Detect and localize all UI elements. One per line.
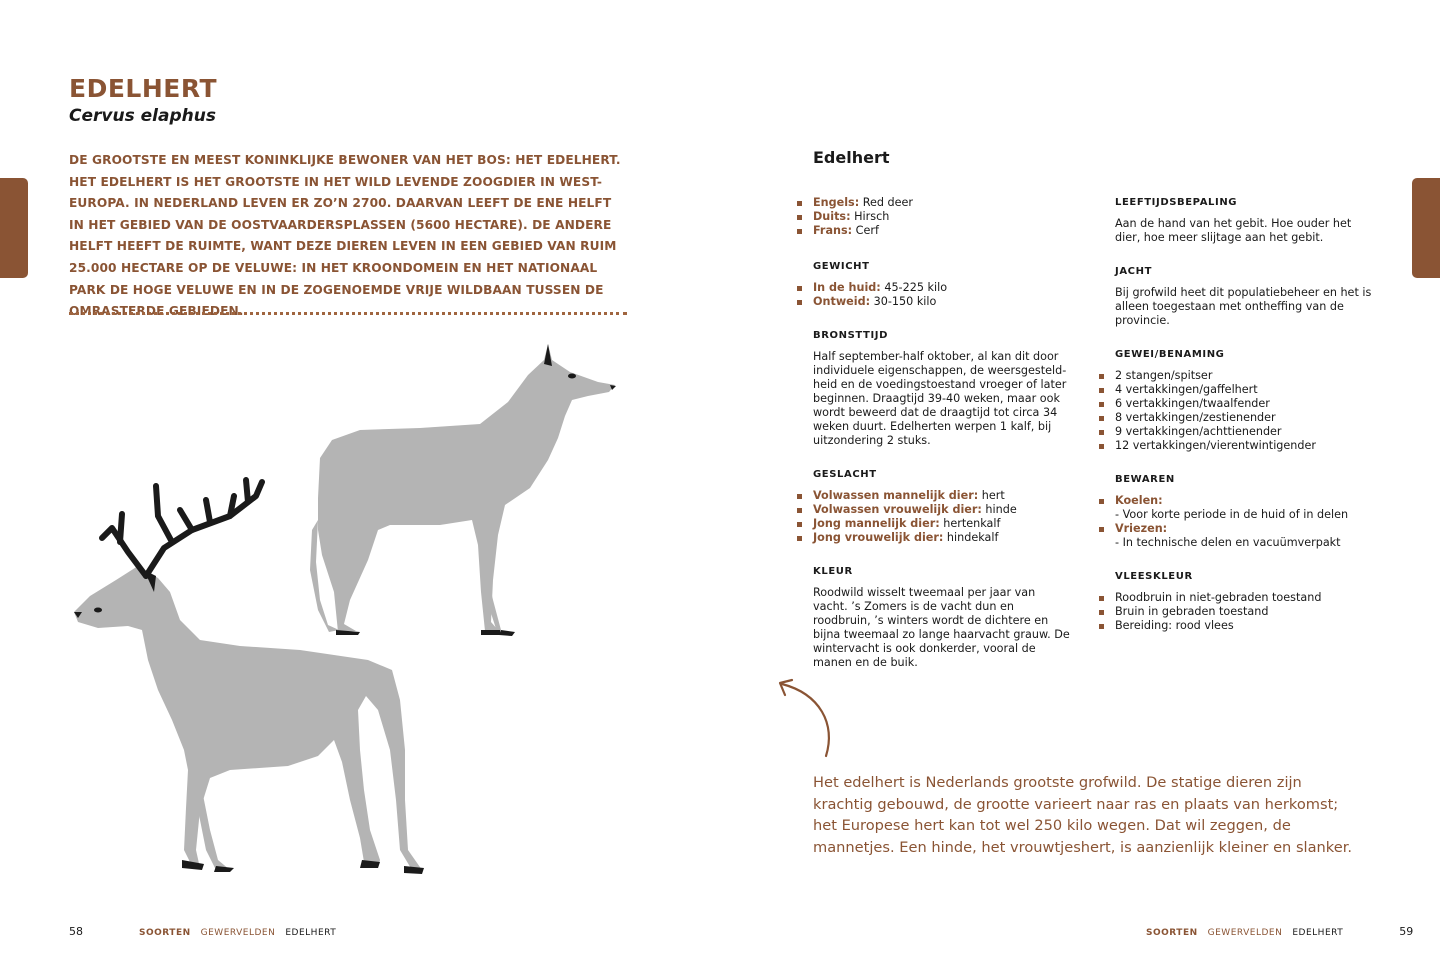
footer-category: GEWERVELDEN (200, 928, 276, 938)
chapter-tab-right (1412, 178, 1440, 278)
leeftijd-text: Aan de hand van het gebit. Hoe ouder het dier, hoe meer slijtage aan het gebit. (1115, 217, 1352, 244)
list-item: Vriezen: (1099, 522, 1379, 536)
stag-figure (74, 566, 422, 870)
list-item: 9 vertakkingen/achttienender (1099, 425, 1379, 439)
bronsttijd-text: Half september-half oktober, al kan dit door individuele eigenschappen, de weersgesteldheid en de voedingstoestand vroeger of later beginnen. Draagtijd 39-40 weken, maar ook wordt beweerd dat de draagtijd tot circa 34 weken duurt. Edelherten werpen 1 kalf, bij uitzondering 2 stuks. (813, 350, 1067, 447)
list-item: 4 vertakkingen/gaffelhert (1099, 383, 1379, 397)
section-heading-gewei: GEWEI/BENAMING (1115, 349, 1225, 360)
info-column-right (1099, 196, 1379, 633)
jacht-text: Bij grofwild heet dit populatiebeheer en het is alleen toegestaan met ontheffing van de provincie. (1115, 286, 1372, 327)
dotted-divider (69, 312, 627, 315)
hind-figure (310, 344, 615, 635)
section-heading-geslacht: GESLACHT (813, 469, 877, 480)
list-item: 6 vertakkingen/twaalfender (1099, 397, 1379, 411)
section-heading-gewicht: GEWICHT (813, 261, 870, 272)
footer-category: GEWERVELDEN (1207, 928, 1283, 938)
footer-right (1146, 925, 1413, 938)
section-heading-jacht: JACHT (1115, 266, 1152, 277)
page-number: 58 (69, 925, 83, 938)
list-item: Frans: Cerf (797, 224, 1073, 238)
section-heading-kleur: KLEUR (813, 566, 853, 577)
list-item: Bruin in gebraden toestand (1099, 605, 1379, 619)
vleeskleur-list (1099, 591, 1379, 633)
list-item: Engels: Red deer (797, 196, 1073, 210)
kleur-text: Roodwild wisselt tweemaal per jaar van vacht. ’s Zomers is de vacht dun en roodbruin, ’s winters wordt de dichtere en bijna tweemaal zo lange haarvacht grauw. De wintervacht is ook donkerder, vooral de manen en de buik. (813, 586, 1070, 669)
pull-quote: Het edelhert is Nederlands grootste grofwild. De statige dieren zijn krachtig gebouwd, de grootte varieert naar ras en plaats van herkomst; het Europese hert kan tot wel 250 kilo wegen. Dat wil zeggen, de mannetjes. Een hinde, het vrouwtjeshert, is aanzienlijk kleiner en slanker. (813, 774, 1352, 856)
list-item: Koelen: (1099, 494, 1379, 508)
latin-name: Cervus elaphus (69, 106, 216, 126)
bewaren-list (1099, 494, 1379, 550)
list-item: Bereiding: rood vlees (1099, 619, 1379, 633)
list-item: Ontweid: 30-150 kilo (797, 295, 1073, 309)
footer-left (69, 925, 336, 938)
list-item: Jong vrouwelijk dier: hindekalf (797, 531, 1073, 545)
gewicht-list (797, 281, 1073, 309)
footer-topic: EDELHERT (285, 928, 337, 938)
list-item: Duits: Hirsch (797, 210, 1073, 224)
names-list (797, 196, 1073, 238)
page-number: 59 (1399, 925, 1414, 938)
list-item: Volwassen mannelijk dier: hert (797, 489, 1073, 503)
bewaren-koelen-detail: - Voor korte periode in de huid of in delen (1115, 508, 1349, 521)
geslacht-list (797, 489, 1073, 545)
chapter-tab-left (0, 178, 28, 278)
footer-section: SOORTEN (1146, 928, 1198, 938)
section-heading-bewaren: BEWAREN (1115, 474, 1175, 485)
list-item: Jong mannelijk dier: hertenkalf (797, 517, 1073, 531)
info-title: Edelhert (813, 148, 890, 167)
footer-topic: EDELHERT (1292, 928, 1344, 938)
section-heading-bronsttijd: BRONSTTIJD (813, 330, 889, 341)
intro-paragraph: DE GROOTSTE EN MEEST KONINKLIJKE BEWONER VAN HET BOS: HET EDELHERT. HET EDELHERT IS HET GROOTSTE IN HET WILD LEVENDE ZOOGDIER IN WEST-EUROPA. IN NEDERLAND LEVEN ER ZO’N 2700. DAARVAN LEEFT DE ENE HELFT IN HET GEBIED VAN DE OOSTVAARDERSPLASSEN (5600 HECTARE). DE ANDERE HELFT HEEFT DE RUIMTE, WANT DEZE DIEREN LEVEN IN EEN GEBIED VAN RUIM 25.000 HECTARE OP DE VELUWE: IN HET KROONDOMEIN EN HET NATIONAAL PARK DE HOGE VELUWE EN IN DE ZOGENOEMDE VRIJE WILDBAAN TUSSEN DE OMRASTERDE GEBIEDEN. (69, 153, 621, 319)
stag-antlers (102, 480, 262, 576)
page-title: EDELHERT (69, 74, 218, 103)
curved-arrow-icon (770, 676, 840, 762)
list-item: 12 vertakkingen/vierentwintigender (1099, 439, 1379, 453)
list-item: In de huid: 45-225 kilo (797, 281, 1073, 295)
deer-illustration (60, 330, 630, 880)
section-heading-vleeskleur: VLEESKLEUR (1115, 571, 1193, 582)
list-item: Roodbruin in niet-gebraden toestand (1099, 591, 1379, 605)
info-column-left (797, 196, 1073, 670)
footer-section: SOORTEN (139, 928, 191, 938)
gewei-list (1099, 369, 1379, 453)
section-heading-leeftijd: LEEFTIJDSBEPALING (1115, 197, 1238, 208)
list-item: 2 stangen/spitser (1099, 369, 1379, 383)
bewaren-vriezen-detail: - In technische delen en vacuümverpakt (1115, 536, 1341, 549)
list-item: Volwassen vrouwelijk dier: hinde (797, 503, 1073, 517)
list-item: 8 vertakkingen/zestienender (1099, 411, 1379, 425)
